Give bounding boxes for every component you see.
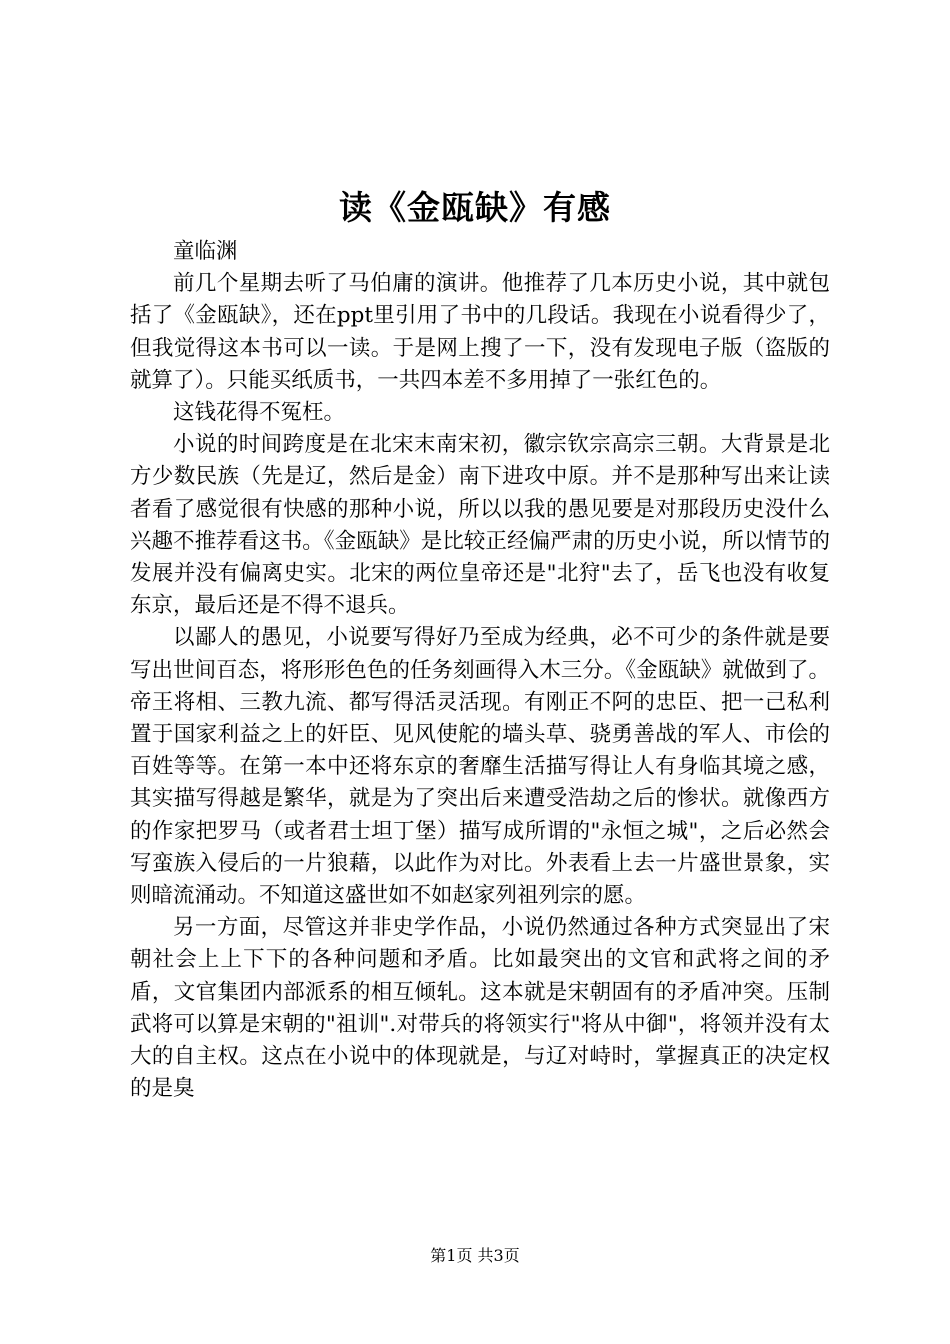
document-title: 读《金瓯缺》有感: [339, 188, 611, 227]
document-body: [130, 236, 830, 1105]
paragraph: 这钱花得不冤枉。: [173, 400, 346, 426]
paragraph: 小说的时间跨度是在北宋末南宋初，徽宗钦宗高宗三朝。大背景是北方少数民族（先是辽，然后是金）南下进攻中原。并不是那种写出来让读者看了感觉很有快感的那种小说，所以以我的愚见要是对那段历史没什么兴趣不推荐看这书。《金瓯缺》是比较正经偏严肃的历史小说，所以情节的发展并没有偏离史实。北宋的两位皇帝还是"北狩"去了，岳飞也没有收复东京，最后还是不得不退兵。: [130, 432, 830, 619]
page-footer: 第1页 共3页: [430, 1246, 520, 1265]
author-line: 童临渊: [173, 239, 238, 264]
paragraph: 以鄙人的愚见，小说要写得好乃至成为经典，必不可少的条件就是要写出世间百态，将形形色色的任务刻画得入木三分。《金瓯缺》就做到了。帝王将相、三教九流、都写得活灵活现。有刚正不阿的忠臣、把一己私利置于国家利益之上的奸臣、见风使舵的墙头草、骁勇善战的军人、市侩的百姓等等。在第一本中还将东京的奢靡生活描写得让人有身临其境之感，其实描写得越是繁华，就是为了突出后来遭受浩劫之后的惨状。就像西方的作家把罗马（或者君士坦丁堡）描写成所谓的"永恒之城"，之后必然会写蛮族入侵后的一片狼藉，以此作为对比。外表看上去一片盛世景象，实则暗流涌动。不知道这盛世如不如赵家列祖列宗的愿。: [130, 625, 830, 909]
paragraph: 另一方面，尽管这并非史学作品，小说仍然通过各种方式突显出了宋朝社会上上下下的各种问题和矛盾。比如最突出的文官和武将之间的矛盾，文官集团内部派系的相互倾轧。这本就是宋朝固有的矛盾冲突。压制武将可以算是宋朝的"祖训".对带兵的将领实行"将从中御"，将领并没有太大的自主权。这点在小说中的体现就是，与辽对峙时，掌握真正的决定权的是臭: [130, 915, 830, 1102]
paragraph: 前几个星期去听了马伯庸的演讲。他推荐了几本历史小说，其中就包括了《金瓯缺》，还在ppt里引用了书中的几段话。我现在小说看得少了，但我觉得这本书可以一读。于是网上搜了一下，没有发现电子版（盗版的就算了）。只能买纸质书，一共四本差不多用掉了一张红色的。: [130, 271, 830, 393]
